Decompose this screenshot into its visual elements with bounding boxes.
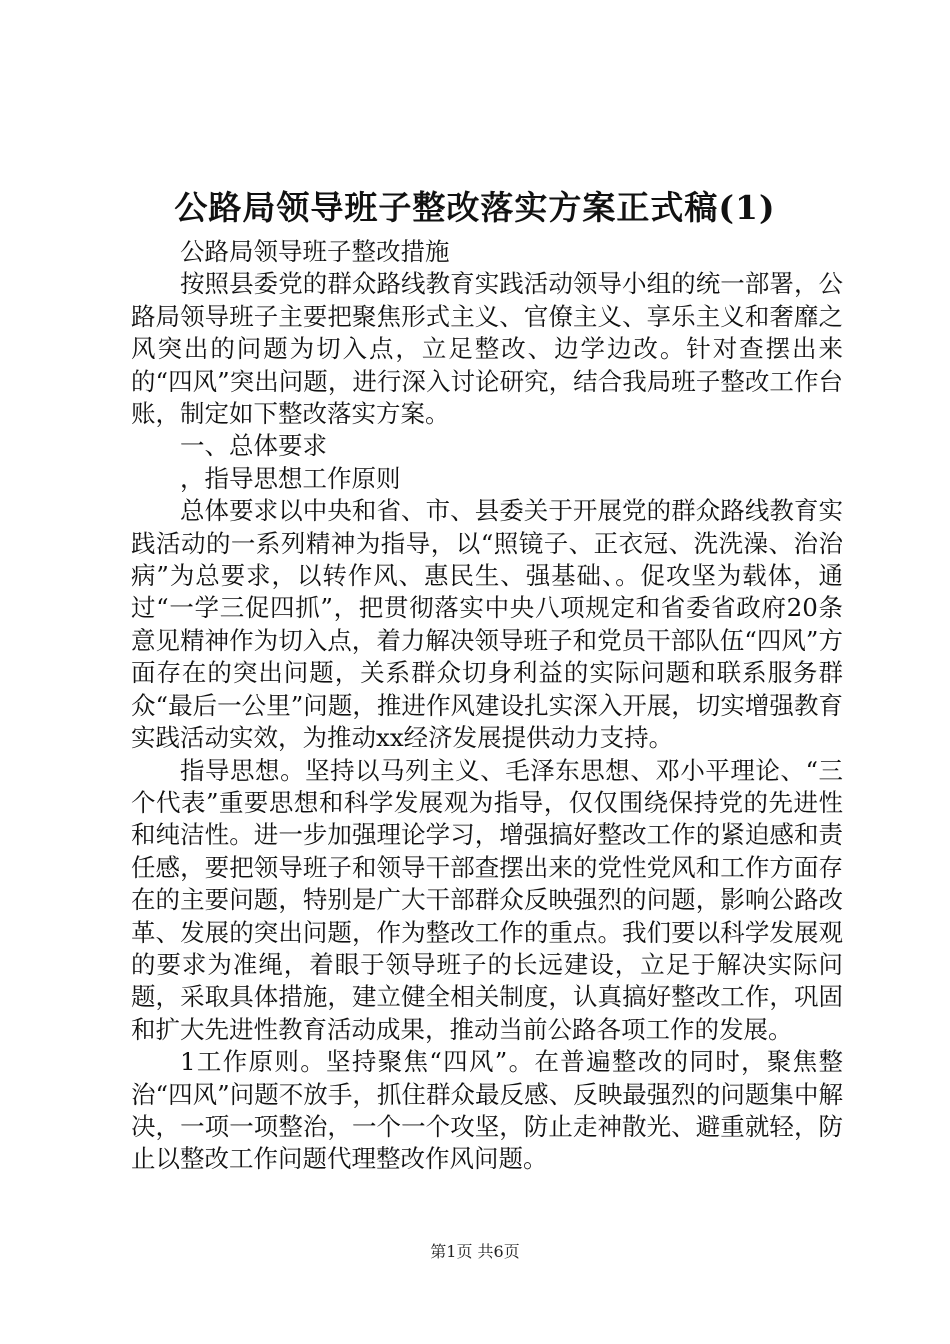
intro-paragraph: 按照县委党的群众路线教育实践活动领导小组的统一部署，公路局领导班子主要把聚焦形式主义、官僚主义、享乐主义和奢靡之风突出的问题为切入点，立足整改、边学边改。针对查摆出来的“四风”突出问题，进行深入讨论研究，结合我局班子整改工作台账，制定如下整改落实方案。: [131, 269, 843, 429]
document-title: 公路局领导班子整改落实方案正式稿(1): [174, 188, 776, 227]
page-number-footer: 第1页 共6页: [430, 1242, 520, 1261]
document-body: [131, 236, 843, 1176]
work-principles-paragraph: 1工作原则。坚持聚焦“四风”。在普遍整改的同时，聚焦整治“四风”问题不放手，抓住群众最反感、反映最强烈的问题集中解决，一项一项整治，一个一个攻坚，防止走神散光、避重就轻，防止以整改工作问题代理整改作风问题。: [131, 1047, 843, 1174]
section-heading: 一、总体要求: [180, 431, 327, 461]
subtitle-paragraph: 公路局领导班子整改措施: [180, 237, 450, 266]
subsection-heading: ，指导思想工作原则: [180, 463, 401, 493]
guiding-thought-paragraph: 指导思想。坚持以马列主义、毛泽东思想、邓小平理论、“三个代表”重要思想和科学发展观为指导，仅仅围绕保持党的先进性和纯洁性。进一步加强理论学习，增强搞好整改工作的紧迫感和责任感，要把领导班子和领导干部查摆出来的党性党风和工作方面存在的主要问题，特别是广大干部群众反映强烈的问题，影响公路改革、发展的突出问题，作为整改工作的重点。我们要以科学发展观的要求为准绳，着眼于领导班子的长远建设，立足于解决实际问题，采取具体措施，建立健全相关制度，认真搞好整改工作，巩固和扩大先进性教育活动成果，推动当前公路各项工作的发展。: [131, 755, 843, 1044]
general-requirements-paragraph: 总体要求以中央和省、市、县委关于开展党的群众路线教育实践活动的一系列精神为指导，以“照镜子、正衣冠、洗洗澡、治治病”为总要求，以转作风、惠民生、强基础、。促攻坚为载体，通过“一学三促四抓”，把贯彻落实中央八项规定和省委省政府20条意见精神作为切入点，着力解决领导班子和党员干部队伍“四风”方面存在的突出问题，关系群众切身利益的实际问题和联系服务群众“最后一公里”问题，推进作风建设扎实深入开展，切实增强教育实践活动实效，为推动xx经济发展提供动力支持。: [131, 496, 843, 753]
